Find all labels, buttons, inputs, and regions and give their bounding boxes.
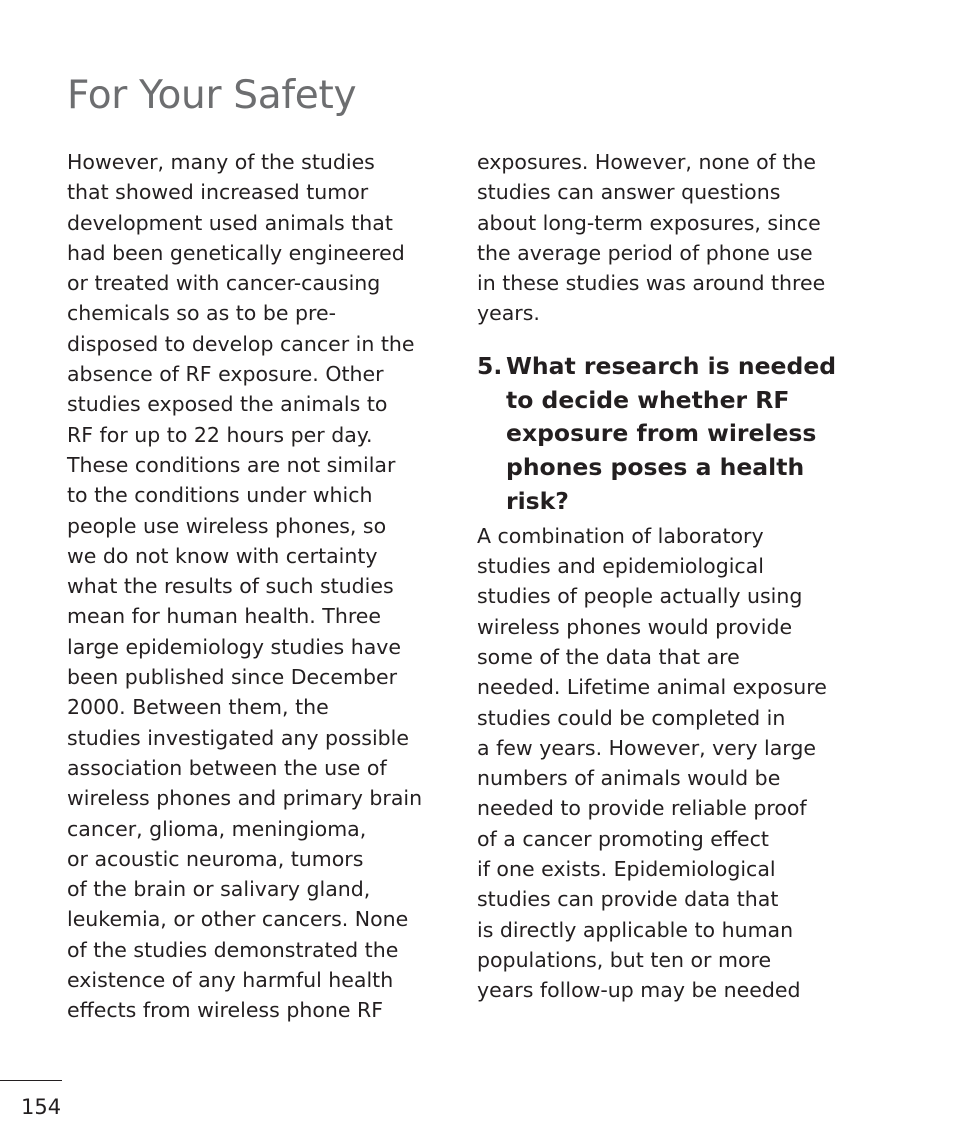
body-text-line: about long-term exposures, since	[477, 210, 821, 235]
body-text-line: years.	[477, 301, 540, 326]
body-text-line: leukemia, or other cancers. None	[67, 907, 409, 932]
footer-rule	[0, 1080, 62, 1081]
body-text-line: we do not know with certainty	[67, 543, 378, 568]
question-heading-line: risk?	[506, 486, 569, 515]
left-column	[67, 147, 452, 1026]
body-text-line: absence of RF exposure. Other	[67, 362, 384, 387]
body-text-line: numbers of animals would be	[477, 766, 781, 791]
body-text-line: effects from wireless phone RF	[67, 998, 384, 1023]
body-text-line: RF for up to 22 hours per day.	[67, 422, 373, 447]
question-heading	[477, 350, 877, 519]
body-text-line: is directly applicable to human	[477, 917, 794, 942]
body-text-line: A combination of laboratory	[477, 523, 764, 548]
body-text-line: development used animals that	[67, 210, 393, 235]
body-text-line: populations, but ten or more	[477, 947, 772, 972]
body-text-line: cancer, glioma, meningioma,	[67, 816, 367, 841]
body-text-line: mean for human health. Three	[67, 604, 382, 629]
body-text-line: wireless phones would provide	[477, 614, 793, 639]
body-text-line: However, many of the studies	[67, 150, 375, 174]
body-text-line: chemicals so as to be pre-	[67, 301, 337, 326]
body-text-line: of the studies demonstrated the	[67, 937, 399, 962]
body-text-line: studies exposed the animals to	[67, 392, 388, 417]
body-text-line: of the brain or salivary gland,	[67, 877, 371, 902]
body-text-line: or treated with cancer-causing	[67, 271, 381, 296]
body-text-line: studies can answer questions	[477, 180, 781, 205]
page-title: For Your Safety	[67, 73, 357, 118]
body-text-line: studies and epidemiological	[477, 554, 764, 579]
question-heading-line: exposure from wireless	[506, 419, 817, 448]
body-text-line: disposed to develop cancer in the	[67, 331, 415, 356]
question-heading-line: to decide whether RF	[506, 385, 790, 414]
body-text-line: studies could be completed in	[477, 705, 786, 730]
body-text-line: people use wireless phones, so	[67, 513, 387, 538]
body-text-line: a few years. However, very large	[477, 735, 816, 760]
body-text-line: that showed increased tumor	[67, 180, 369, 205]
body-text-line: needed to provide reliable proof	[477, 796, 807, 821]
body-text-line: large epidemiology studies have	[67, 634, 402, 659]
body-text-line: if one exists. Epidemiological	[477, 857, 776, 882]
body-text-line: or acoustic neuroma, tumors	[67, 846, 364, 871]
right-column	[477, 147, 877, 1006]
body-text-line: studies investigated any possible	[67, 725, 409, 750]
body-text-line: studies of people actually using	[477, 584, 803, 609]
body-text-line: years follow-up may be needed	[477, 978, 801, 1003]
body-text-line: existence of any harmful health	[67, 968, 394, 993]
body-text-line: studies can provide data that	[477, 887, 779, 912]
body-text-line: These conditions are not similar	[67, 452, 396, 477]
body-text-line: in these studies was around three	[477, 271, 826, 296]
body-text-line: the average period of phone use	[477, 240, 813, 265]
question-heading-line: phones poses a health	[506, 453, 805, 482]
page-number: 154	[21, 1095, 62, 1119]
body-text-line: been published since December	[67, 665, 398, 690]
body-text-line: wireless phones and primary brain	[67, 786, 423, 811]
body-text-line: 2000. Between them, the	[67, 695, 329, 720]
body-text-line: of a cancer promoting effect	[477, 826, 769, 851]
body-text-line: had been genetically engineered	[67, 240, 405, 265]
body-text-line: needed. Lifetime animal exposure	[477, 675, 827, 700]
body-text-line: some of the data that are	[477, 644, 740, 669]
body-text-line: association between the use of	[67, 755, 387, 780]
body-text-line: to the conditions under which	[67, 483, 373, 508]
question-number: 5.	[477, 351, 503, 380]
body-text-line: what the results of such studies	[67, 574, 394, 599]
body-text-line: exposures. However, none of the	[477, 150, 817, 174]
question-heading-line: What research is needed	[506, 351, 837, 380]
